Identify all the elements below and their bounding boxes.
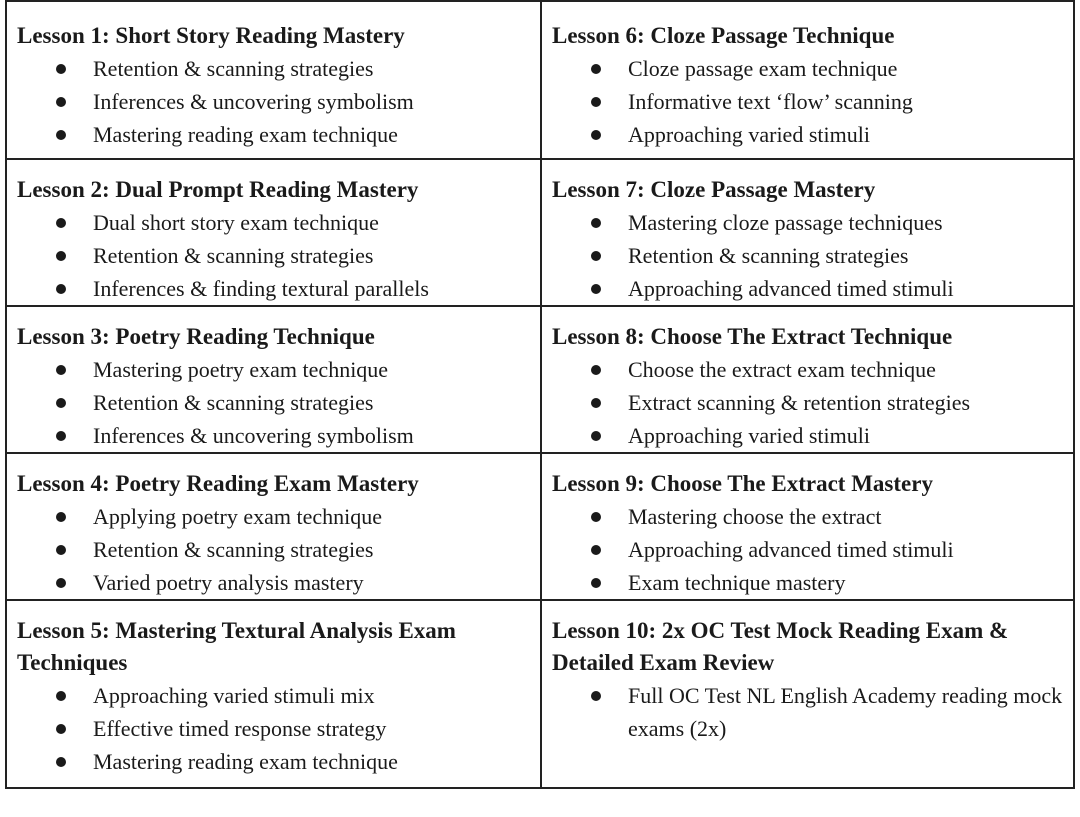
list-item [17, 745, 530, 778]
bullet-icon [591, 97, 601, 107]
bullet-icon [56, 97, 66, 107]
list-item [552, 239, 1063, 272]
lesson-bullet-list [552, 500, 1063, 599]
lesson-cell [6, 159, 541, 306]
lesson-bullet-list [552, 52, 1063, 151]
bullet-text: Varied poetry analysis mastery [93, 570, 364, 595]
list-item [552, 353, 1063, 386]
bullet-text: Approaching varied stimuli mix [93, 683, 375, 708]
bullet-text: Mastering poetry exam technique [93, 357, 389, 382]
bullet-icon [591, 284, 601, 294]
bullet-text: Retention & scanning strategies [93, 243, 374, 268]
bullet-text: Applying poetry exam technique [93, 504, 382, 529]
list-item [552, 386, 1063, 419]
list-item [17, 533, 530, 566]
list-item [17, 386, 530, 419]
lesson-title: Lesson 2: Dual Prompt Reading Mastery [17, 177, 419, 202]
bullet-icon [591, 64, 601, 74]
bullet-text: Retention & scanning strategies [93, 390, 374, 415]
lesson-cell [541, 453, 1074, 600]
bullet-icon [591, 251, 601, 261]
bullet-icon [56, 512, 66, 522]
bullet-icon [56, 691, 66, 701]
bullet-icon [56, 431, 66, 441]
list-item [17, 500, 530, 533]
bullet-icon [591, 130, 601, 140]
list-item [552, 566, 1063, 599]
bullet-icon [56, 64, 66, 74]
lesson-title: Lesson 4: Poetry Reading Exam Mastery [17, 471, 419, 496]
list-item [552, 85, 1063, 118]
bullet-icon [591, 691, 601, 701]
list-item [552, 533, 1063, 566]
lesson-cell [541, 1, 1074, 159]
list-item [17, 712, 530, 745]
bullet-icon [56, 724, 66, 734]
lessons-table [5, 0, 1075, 789]
list-item [552, 419, 1063, 452]
lesson-cell [6, 306, 541, 453]
lesson-title: Lesson 6: Cloze Passage Technique [552, 23, 895, 48]
bullet-text: Retention & scanning strategies [93, 537, 374, 562]
list-item [552, 500, 1063, 533]
list-item [552, 118, 1063, 151]
lesson-cell [6, 453, 541, 600]
lesson-bullet-list [552, 353, 1063, 452]
bullet-text: Mastering cloze passage techniques [628, 210, 943, 235]
table-row [6, 306, 1074, 453]
lesson-bullet-list [17, 52, 530, 151]
list-item [552, 679, 1063, 745]
bullet-icon [56, 578, 66, 588]
list-item [552, 272, 1063, 305]
list-item [17, 118, 530, 151]
bullet-text: Inferences & uncovering symbolism [93, 89, 414, 114]
bullet-text: Approaching advanced timed stimuli [628, 537, 954, 562]
list-item [17, 353, 530, 386]
lesson-cell [541, 600, 1074, 788]
lesson-cell [541, 159, 1074, 306]
bullet-text: Approaching advanced timed stimuli [628, 276, 954, 301]
bullet-text: Extract scanning & retention strategies [628, 390, 971, 415]
table-row [6, 453, 1074, 600]
lesson-cell [6, 600, 541, 788]
bullet-text: Mastering reading exam technique [93, 122, 398, 147]
bullet-icon [591, 578, 601, 588]
bullet-text: Mastering reading exam technique [93, 749, 398, 774]
bullet-text: Retention & scanning strategies [628, 243, 909, 268]
bullet-icon [56, 251, 66, 261]
table-row [6, 600, 1074, 788]
bullet-text: Dual short story exam technique [93, 210, 379, 235]
lesson-bullet-list [17, 206, 530, 305]
lesson-bullet-list [552, 206, 1063, 305]
bullet-icon [591, 218, 601, 228]
list-item [552, 52, 1063, 85]
bullet-icon [591, 512, 601, 522]
bullet-icon [591, 545, 601, 555]
lesson-bullet-list [552, 679, 1063, 745]
lesson-title: Lesson 9: Choose The Extract Mastery [552, 471, 933, 496]
list-item [17, 679, 530, 712]
bullet-text: Cloze passage exam technique [628, 56, 898, 81]
list-item [17, 566, 530, 599]
lesson-title: Lesson 3: Poetry Reading Technique [17, 324, 375, 349]
bullet-text: Inferences & finding textural parallels [93, 276, 429, 301]
lesson-plan-document [5, 0, 1073, 812]
bullet-text: Full OC Test NL English Academy reading mock exams (2x) [628, 683, 1063, 741]
lesson-cell [6, 1, 541, 159]
bullet-text: Effective timed response strategy [93, 716, 387, 741]
lesson-bullet-list [17, 353, 530, 452]
bullet-icon [56, 218, 66, 228]
list-item [17, 272, 530, 305]
bullet-text: Mastering choose the extract [628, 504, 882, 529]
bullet-text: Retention & scanning strategies [93, 56, 374, 81]
list-item [552, 206, 1063, 239]
bullet-icon [591, 365, 601, 375]
bullet-icon [56, 757, 66, 767]
list-item [17, 206, 530, 239]
lesson-bullet-list [17, 500, 530, 599]
bullet-icon [56, 284, 66, 294]
bullet-text: Inferences & uncovering symbolism [93, 423, 414, 448]
list-item [17, 52, 530, 85]
lesson-title: Lesson 8: Choose The Extract Technique [552, 324, 953, 349]
lesson-title: Lesson 5: Mastering Textural Analysis Exam Techniques [17, 618, 456, 675]
bullet-text: Exam technique mastery [628, 570, 846, 595]
bullet-icon [56, 545, 66, 555]
bullet-icon [591, 398, 601, 408]
lesson-title: Lesson 10: 2x OC Test Mock Reading Exam & Detailed Exam Review [552, 618, 1009, 675]
bullet-icon [56, 365, 66, 375]
lesson-title: Lesson 1: Short Story Reading Mastery [17, 23, 405, 48]
bullet-text: Choose the extract exam technique [628, 357, 936, 382]
bullet-icon [591, 431, 601, 441]
bullet-icon [56, 398, 66, 408]
bullet-text: Informative text ‘flow’ scanning [628, 89, 913, 114]
lesson-cell [541, 306, 1074, 453]
bullet-text: Approaching varied stimuli [628, 122, 870, 147]
list-item [17, 239, 530, 272]
list-item [17, 419, 530, 452]
bullet-icon [56, 130, 66, 140]
lesson-title: Lesson 7: Cloze Passage Mastery [552, 177, 876, 202]
table-row [6, 1, 1074, 159]
table-row [6, 159, 1074, 306]
lesson-bullet-list [17, 679, 530, 778]
bullet-text: Approaching varied stimuli [628, 423, 870, 448]
list-item [17, 85, 530, 118]
